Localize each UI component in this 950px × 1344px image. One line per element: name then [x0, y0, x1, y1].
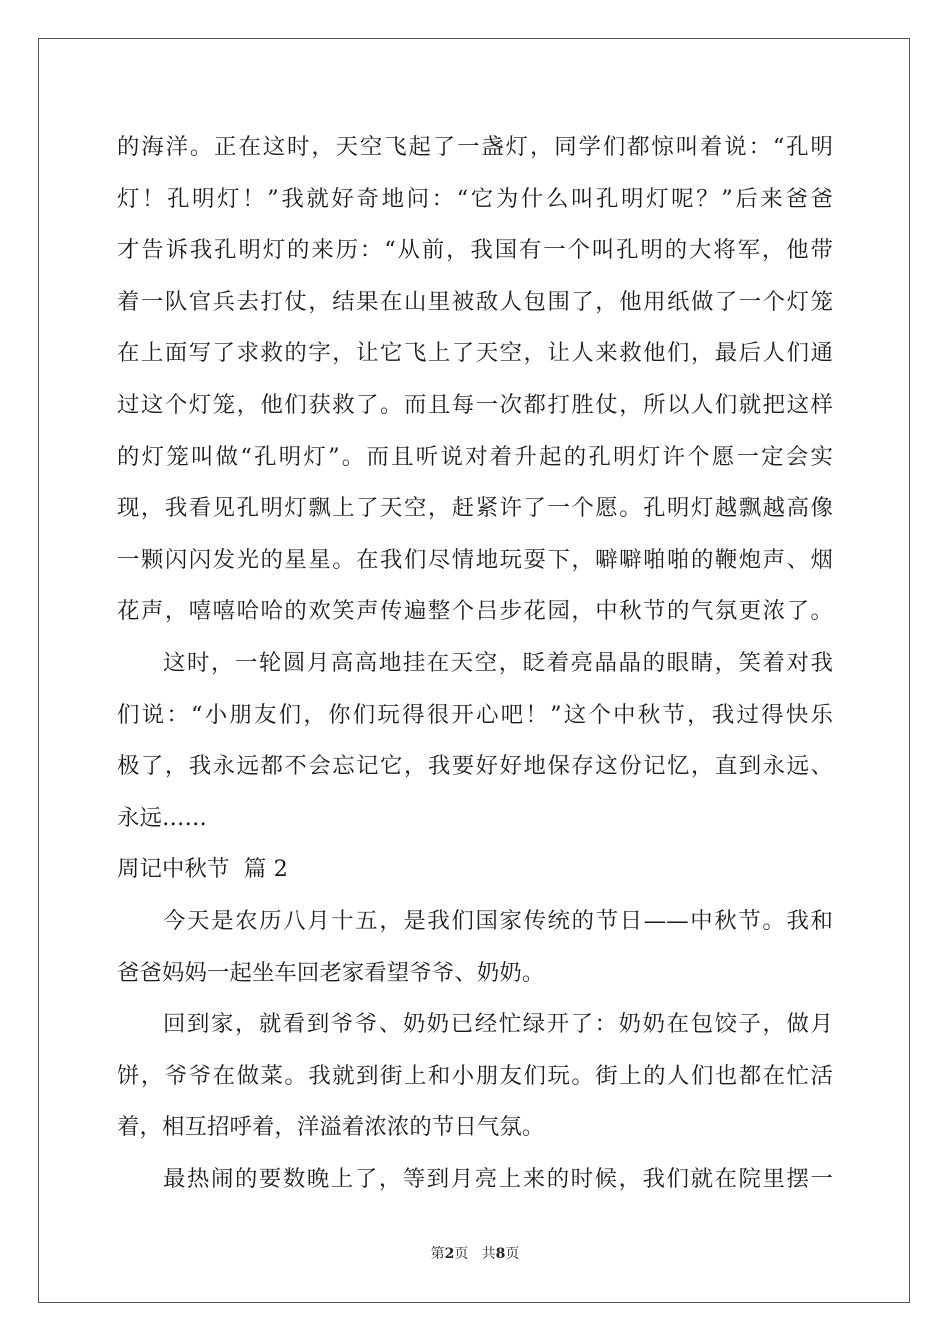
- total-page-count: 8: [495, 1246, 506, 1262]
- text-line: 在上面写了求救的字，让它飞上了天空，让人来救他们，最后人们通: [117, 340, 833, 367]
- text-line: 花声，嘻嘻哈哈的欢笑声传遍整个吕步花园，中秋节的气氛更浓了。: [117, 598, 833, 625]
- footer-prefix: 第: [430, 1246, 445, 1262]
- text-line: 的海洋。正在这时，天空飞起了一盏灯，同学们都惊叫着说：“孔明: [117, 134, 833, 160]
- text-line: 着一队官兵去打仗，结果在山里被敌人包围了，他用纸做了一个灯笼: [117, 288, 833, 315]
- text-line: 回到家，就看到爷爷、奶奶已经忙绿开了：奶奶在包饺子，做月: [163, 1011, 833, 1038]
- text-line: 永远……: [117, 804, 207, 831]
- text-line: 饼，爷爷在做菜。我就到街上和小朋友们玩。街上的人们也都在忙活: [117, 1062, 833, 1089]
- text-line: 着，相互招呼着，洋溢着浓浓的节日气氛。: [117, 1114, 545, 1141]
- text-line: 一颗闪闪发光的星星。在我们尽情地玩耍下，噼噼啪啪的鞭炮声、烟: [117, 546, 833, 573]
- section-heading: 周记中秋节 篇 2: [117, 856, 288, 883]
- text-line: 灯！孔明灯！”我就好奇地问：“它为什么叫孔明灯呢？”后来爸爸: [117, 185, 833, 212]
- text-line: 爸爸妈妈一起坐车回老家看望爷爷、奶奶。: [117, 959, 545, 986]
- text-line: 过这个灯笼，他们获救了。而且每一次都打胜仗，所以人们就把这样: [117, 391, 833, 418]
- text-line: 极了，我永远都不会忘记它，我要好好地保存这份记忆，直到永远、: [117, 753, 833, 780]
- page-footer: [0, 1243, 950, 1263]
- text-line: 最热闹的要数晚上了，等到月亮上来的时候，我们就在院里摆一: [163, 1165, 833, 1192]
- text-line: 这时，一轮圆月高高地挂在天空，眨着亮晶晶的眼睛，笑着对我: [163, 649, 833, 676]
- text-line: 现，我看见孔明灯飘上了天空，赶紧许了一个愿。孔明灯越飘越高像: [117, 495, 833, 522]
- footer-suffix: 页: [505, 1246, 520, 1262]
- text-line: 才告诉我孔明灯的来历：“从前，我国有一个叫孔明的大将军，他带: [117, 237, 833, 264]
- footer-mid: 页 共: [454, 1246, 496, 1262]
- text-line: 今天是农历八月十五，是我们国家传统的节日——中秋节。我和: [163, 907, 833, 934]
- text-line: 的灯笼叫做“孔明灯”。而且听说对着升起的孔明灯许个愿一定会实: [117, 443, 833, 470]
- current-page-number: 2: [444, 1246, 455, 1262]
- text-line: 们说：“小朋友们，你们玩得很开心吧！”这个中秋节，我过得快乐: [117, 701, 833, 728]
- document-body: [117, 122, 833, 1205]
